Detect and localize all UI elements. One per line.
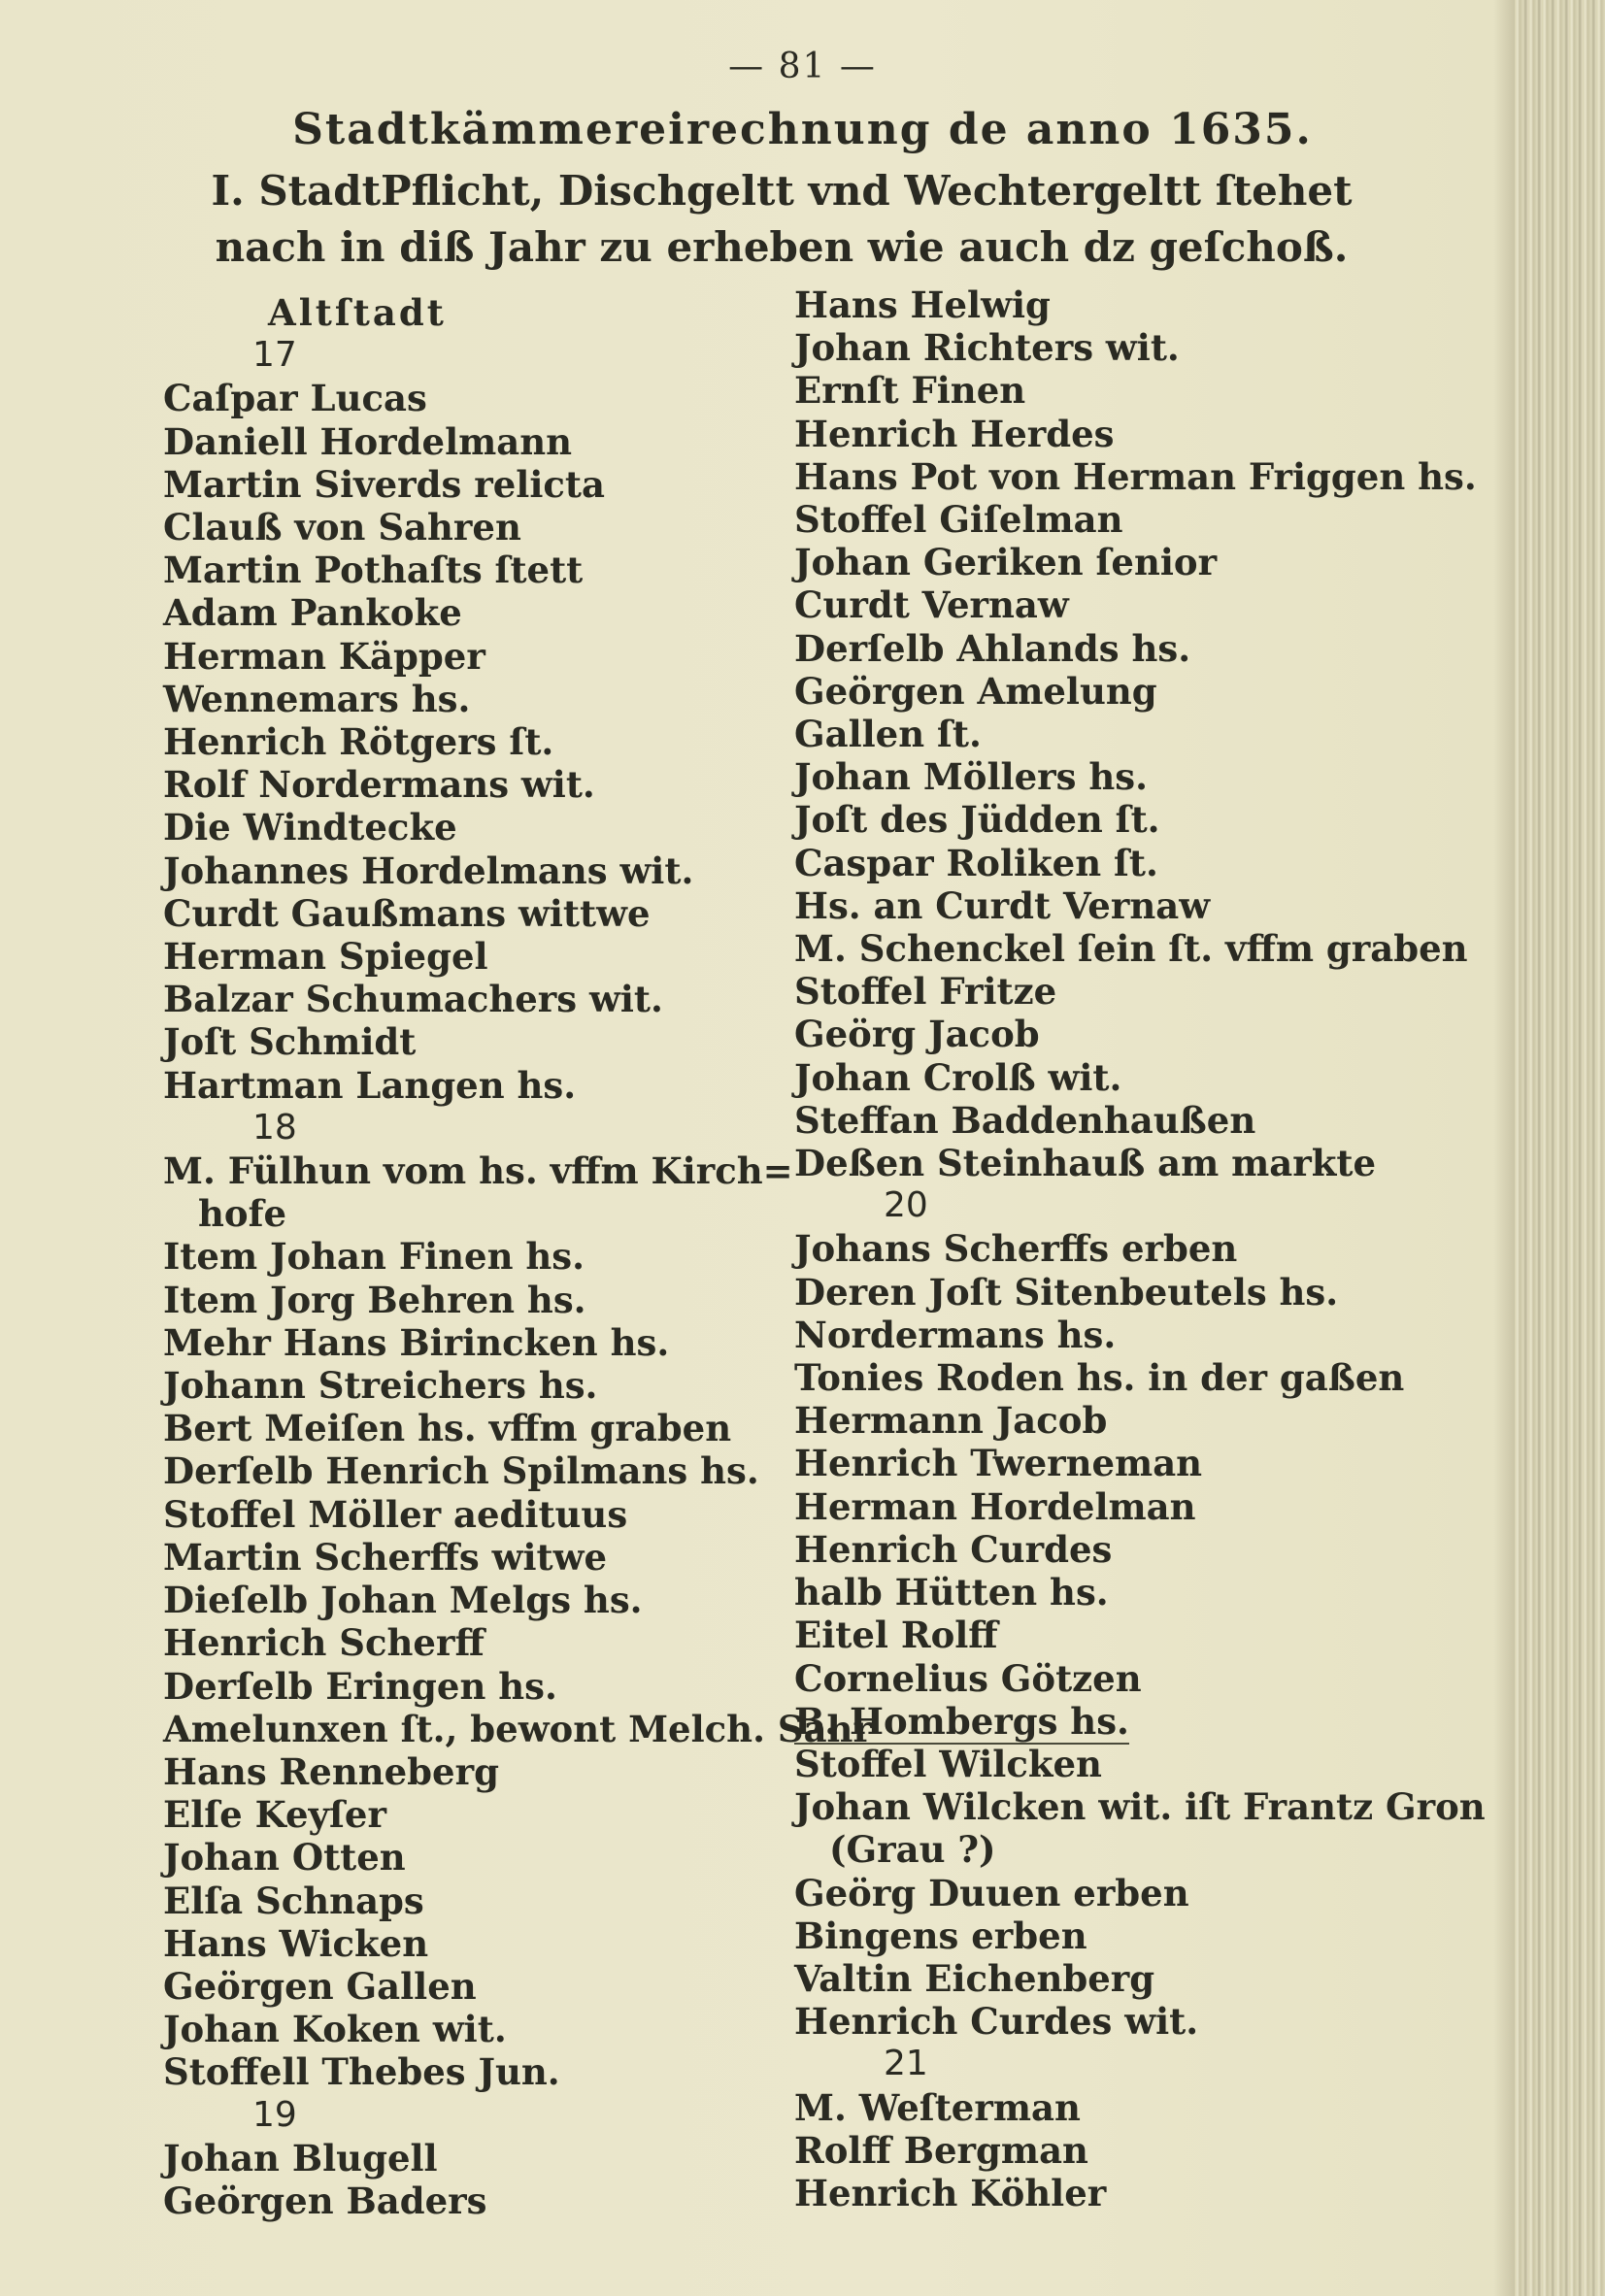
list-item [794, 1485, 1416, 1528]
list-item [163, 1364, 765, 1407]
section-number [794, 2043, 1416, 2085]
entry-text: Rolff Bergman [794, 2128, 1088, 2172]
entry-text: Caspar Roliken ſt. [794, 841, 1158, 884]
entry-text: Hans Wicken [163, 1921, 429, 1965]
entry-text: Curdt Vernaw [794, 583, 1069, 627]
list-item [163, 1279, 765, 1321]
list-item [163, 591, 765, 634]
entry-text: Tonies Roden hs. in der gaßen [794, 1356, 1405, 1400]
list-item [163, 978, 765, 1020]
entry-text: Geörg Jacob [794, 1013, 1040, 1056]
entry-text: Henrich Curdes wit. [794, 2000, 1199, 2044]
entry-text: Derſelb Henrich Spilmans hs. [163, 1449, 759, 1493]
entry-text: Stoffel Fritze [794, 970, 1057, 1014]
entry-text: Bingens erben [794, 1913, 1087, 1957]
list-item [163, 678, 765, 720]
list-item [163, 506, 765, 549]
section-number [794, 1184, 1416, 1227]
list-item [163, 935, 765, 978]
entry-text: (Grau ?) [829, 1828, 996, 1872]
entry-text: Henrich Rötgers ſt. [163, 720, 554, 764]
entry-text: Deßen Steinhauß am markte [794, 1142, 1377, 1185]
entry-text: Johan Otten [163, 1836, 406, 1880]
page-number: — 81 — [728, 47, 877, 86]
entry-text: 18 [252, 1107, 297, 1148]
entry-text: 20 [884, 1185, 928, 1226]
district-heading [163, 291, 765, 334]
entry-text: Gallen ſt. [794, 713, 982, 756]
entry-text: Johannes Hordelmans wit. [163, 849, 694, 892]
entry-text: Dieſelb Johan Melgs hs. [163, 1579, 643, 1622]
list-item [163, 1665, 765, 1708]
entry-text: Geörgen Baders [163, 2179, 487, 2222]
entry-text: Stoffel Wilcken [794, 1742, 1102, 1785]
list-item [163, 1449, 765, 1492]
entry-text: Joſt Schmidt [163, 1020, 417, 1064]
list-item [163, 1793, 765, 1836]
entry-text: Clauß von Sahren [163, 506, 521, 549]
list-item [794, 1957, 1416, 2000]
entry-text: Ernſt Finen [794, 369, 1026, 413]
entry-text: Elſa Schnaps [163, 1879, 424, 1922]
list-item [794, 498, 1416, 541]
entry-text: Derſelb Eringen hs. [163, 1664, 557, 1708]
entry-text: Johan Crolß wit. [794, 1055, 1122, 1099]
list-item [163, 2008, 765, 2050]
list-item [794, 798, 1416, 841]
list-item [794, 927, 1468, 971]
list-item [163, 763, 765, 806]
list-item [163, 806, 765, 849]
entry-text: Mehr Hans Birincken hs. [163, 1320, 670, 1364]
list-item [794, 1442, 1416, 1484]
list-item [794, 1099, 1416, 1142]
entry-text: Deren Joſt Sitenbeutels hs. [794, 1270, 1339, 1314]
list-item [794, 1356, 1416, 1399]
list-item [163, 463, 765, 506]
list-item [794, 2172, 1416, 2214]
entry-text: Nordermans hs. [794, 1313, 1117, 1356]
list-item [163, 1922, 765, 1965]
list-item [794, 283, 1416, 326]
entry-text: Elſe Keyſer [163, 1793, 386, 1837]
entry-text: Johans Scherffs erben [794, 1227, 1238, 1271]
list-item [163, 1750, 765, 1793]
entry-text: Geörg Duuen erben [794, 1871, 1189, 1914]
entry-text: M. Schenckel ſein ſt. vffm graben [794, 927, 1468, 971]
entry-text: Henrich Köhler [794, 2171, 1107, 2214]
entry-text: Amelunxen ſt., bewont Melch. Sahr [163, 1707, 872, 1750]
list-item [794, 1013, 1416, 1055]
entry-text: Derſelb Ahlands hs. [794, 626, 1191, 670]
list-item [794, 1271, 1416, 1314]
list-item [794, 627, 1416, 670]
list-item-continuation [794, 1828, 1416, 1871]
list-item [794, 1743, 1416, 1785]
entry-text: Valtin Eichenberg [794, 1956, 1155, 2000]
list-item [163, 1064, 765, 1107]
entry-text: Herman Hordelman [794, 1484, 1196, 1528]
list-item [794, 1056, 1416, 1099]
list-item [794, 1399, 1416, 1442]
list-item [163, 2050, 765, 2093]
entry-text: Hans Pot von Herman Friggen hs. [794, 454, 1477, 498]
list-item [794, 2086, 1416, 2129]
list-item [794, 1785, 1486, 1829]
entry-text: Geörgen Amelung [794, 669, 1157, 713]
section-heading: I. StadtPflicht, Dischgeltt vnd Wechtergeltt ſtehet nach in diß Jahr zu erheben wie auch dz geſchoß. [211, 167, 1353, 271]
entry-text: Stoffel Möller aedituus [163, 1492, 628, 1536]
entry-text: Johan Koken wit. [163, 2008, 507, 2051]
entry-text: Henrich Scherff [163, 1621, 485, 1665]
entry-text: Item Johan Finen hs. [163, 1235, 585, 1279]
list-item [163, 2180, 765, 2222]
entry-text: Johan Möllers hs. [794, 755, 1148, 799]
entry-text: Altſtadt [268, 291, 447, 334]
list-item [794, 1914, 1416, 1957]
list-item [794, 2129, 1416, 2172]
list-item [794, 541, 1416, 583]
section-number [163, 1107, 765, 1149]
list-item-continuation [163, 1192, 765, 1235]
entry-text: halb Hütten hs. [794, 1571, 1109, 1614]
list-item [163, 377, 765, 419]
entry-text: Adam Pankoke [163, 591, 462, 635]
list-item [794, 713, 1416, 755]
entry-text: M. Weſterman [794, 2085, 1081, 2129]
section-number [163, 334, 765, 377]
list-item [794, 1657, 1416, 1700]
entry-text: Caſpar Lucas [163, 377, 427, 420]
list-item-underlined [794, 1700, 1416, 1743]
list-item [163, 1536, 765, 1579]
entry-text: Die Windtecke [163, 806, 457, 849]
entry-text: Cornelius Götzen [794, 1656, 1142, 1700]
entry-text: Herman Käpper [163, 634, 485, 678]
list-item [794, 1142, 1416, 1184]
list-item [163, 1321, 765, 1364]
list-item [163, 1407, 765, 1449]
list-item [794, 413, 1416, 455]
list-item [163, 1965, 765, 2008]
entry-text: Wennemars hs. [163, 677, 471, 720]
list-item [163, 420, 765, 463]
entry-text: Martin Pothaſts ſtett [163, 549, 584, 592]
list-item [794, 1614, 1416, 1656]
entry-text: Martin Siverds relicta [163, 462, 605, 506]
entry-text: Herman Spiegel [163, 935, 488, 979]
entry-text: Joſt des Jüdden ſt. [794, 798, 1160, 842]
list-item [794, 1528, 1416, 1571]
list-item [163, 1020, 765, 1063]
list-item [163, 1880, 765, 1922]
entry-text: hofe [198, 1192, 287, 1236]
list-item [163, 849, 765, 892]
binding-shadow [1493, 0, 1515, 2296]
entry-text: 19 [252, 2094, 297, 2135]
list-item [794, 1227, 1416, 1270]
entry-text: Stoffell Thebes Jun. [163, 2050, 560, 2094]
list-item [163, 1149, 793, 1193]
entry-text: M. Fülhun vom hs. vffm Kirch= [163, 1149, 793, 1193]
entry-text: Curdt Gaußmans wittwe [163, 891, 651, 935]
list-item [794, 842, 1416, 884]
list-item [794, 326, 1416, 369]
list-item [794, 454, 1477, 498]
entry-text: Johan Richters wit. [794, 326, 1180, 370]
list-item [794, 970, 1416, 1013]
entry-text: Hartman Langen hs. [163, 1063, 577, 1107]
left-column [163, 291, 872, 2222]
page-stack-edge [1515, 0, 1605, 2296]
entry-text: Henrich Curdes [794, 1527, 1113, 1571]
entry-text: Henrich Twerneman [794, 1442, 1203, 1485]
list-item [163, 1836, 765, 1879]
entry-text: Eitel Rolff [794, 1614, 998, 1657]
section-number [163, 2094, 765, 2137]
entry-text: Hans Renneberg [163, 1749, 499, 1793]
entry-text: Hans Helwig [794, 283, 1051, 326]
entry-text: Geörgen Gallen [163, 1964, 477, 2008]
entry-text: Johan Wilcken wit. iſt Frantz Gron [794, 1785, 1486, 1829]
list-item [794, 583, 1416, 626]
list-item [794, 755, 1416, 798]
entry-text: Johann Streichers hs. [163, 1364, 598, 1408]
list-item [163, 1621, 765, 1664]
entry-text: 17 [252, 335, 297, 376]
list-item [163, 892, 765, 935]
list-item [163, 2137, 765, 2180]
page-title: Stadtkämmereirechnung de anno 1635. [292, 105, 1313, 154]
entry-text: Item Jorg Behren hs. [163, 1278, 586, 1321]
list-item [794, 369, 1416, 412]
list-item [794, 1571, 1416, 1614]
entry-text: Balzar Schumachers wit. [163, 978, 663, 1021]
list-item [163, 1707, 872, 1750]
list-item [163, 635, 765, 678]
entry-text: Bert Meiſen hs. vffm graben [163, 1407, 732, 1450]
entry-text: Steffan Baddenhaußen [794, 1098, 1256, 1142]
list-item [794, 2000, 1416, 2043]
entry-text: Johan Geriken ſenior [794, 541, 1218, 584]
list-item [794, 670, 1416, 713]
entry-text: Hermann Jacob [794, 1399, 1108, 1443]
entry-text: Rolf Nordermans wit. [163, 763, 595, 807]
list-item [794, 1872, 1416, 1914]
list-item [794, 1314, 1416, 1356]
entry-text: Johan Blugell [163, 2136, 438, 2180]
list-item [163, 720, 765, 763]
list-item [163, 549, 765, 591]
entry-text: B. Hombergs hs. [794, 1699, 1129, 1743]
list-item [163, 1493, 765, 1536]
entry-text: Henrich Herdes [794, 412, 1115, 455]
list-item [163, 1235, 765, 1278]
entry-text: 21 [884, 2044, 928, 2084]
list-item [163, 1579, 765, 1621]
right-column [794, 283, 1486, 2214]
entry-text: Martin Scherffs witwe [163, 1535, 608, 1579]
entry-text: Hs. an Curdt Vernaw [794, 883, 1211, 927]
list-item [794, 884, 1416, 927]
entry-text: Daniell Hordelmann [163, 419, 573, 463]
entry-text: Stoffel Giſelman [794, 498, 1123, 542]
